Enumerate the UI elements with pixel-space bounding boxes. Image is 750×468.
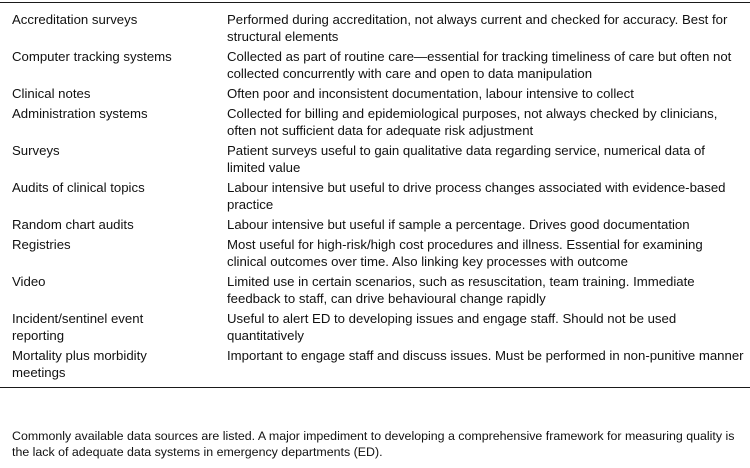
table-row [0,236,750,270]
bottom-rule [0,387,750,388]
row-use: Often poor and inconsistent documentation, labour intensive to collect [227,86,634,101]
row-source: Video [12,274,46,289]
row-source: Clinical notes [12,86,91,101]
row-use: Useful to alert ED to developing issues and engage staff. Should not be used quantitatively [227,311,677,343]
top-rule [0,2,750,3]
row-use: Performed during accreditation, not always current and checked for accuracy. Best for structural elements [227,12,728,44]
row-source: Computer tracking systems [12,49,172,64]
row-use: Important to engage staff and discuss issues. Must be performed in non-punitive manner [227,348,744,363]
table-row [0,273,750,307]
row-use: Limited use in certain scenarios, such as resuscitation, team training. Immediate feedback to staff, can drive behavioural change rapidly [227,274,695,306]
row-source: Mortality plus morbidity meetings [12,348,147,380]
row-use: Most useful for high-risk/high cost procedures and illness. Essential for examining clinical outcomes over time. Also linking key processes with outcome [227,237,703,269]
table-row [0,48,750,82]
table-row [0,105,750,139]
table-row [0,347,750,381]
table-row [0,179,750,213]
table-row [0,11,750,45]
row-source: Administration systems [12,106,148,121]
row-use: Labour intensive but useful if sample a percentage. Drives good documentation [227,217,690,232]
row-source: Audits of clinical topics [12,180,145,195]
row-source: Accreditation surveys [12,12,138,27]
table-row [0,85,750,102]
row-use: Collected as part of routine care—essential for tracking timeliness of care but often not collected concurrently with care and open to data manipulation [227,49,732,81]
row-use: Collected for billing and epidemiological purposes, not always checked by clinicians, often not sufficient data for adequate risk adjustment [227,106,718,138]
row-use: Labour intensive but useful to drive process changes associated with evidence-based practice [227,180,726,212]
table-row [0,142,750,176]
table-row [0,310,750,344]
row-source: Surveys [12,143,60,158]
row-use: Patient surveys useful to gain qualitative data regarding service, numerical data of limited value [227,143,705,175]
row-source: Incident/sentinel event reporting [12,311,144,343]
table-footnote: Commonly available data sources are listed. A major impediment to developing a comprehensive framework for measuring quality is the lack of adequate data systems in emergency departments (ED). [12,429,735,459]
row-source: Random chart audits [12,217,134,232]
table-row [0,216,750,233]
row-source: Registries [12,237,71,252]
